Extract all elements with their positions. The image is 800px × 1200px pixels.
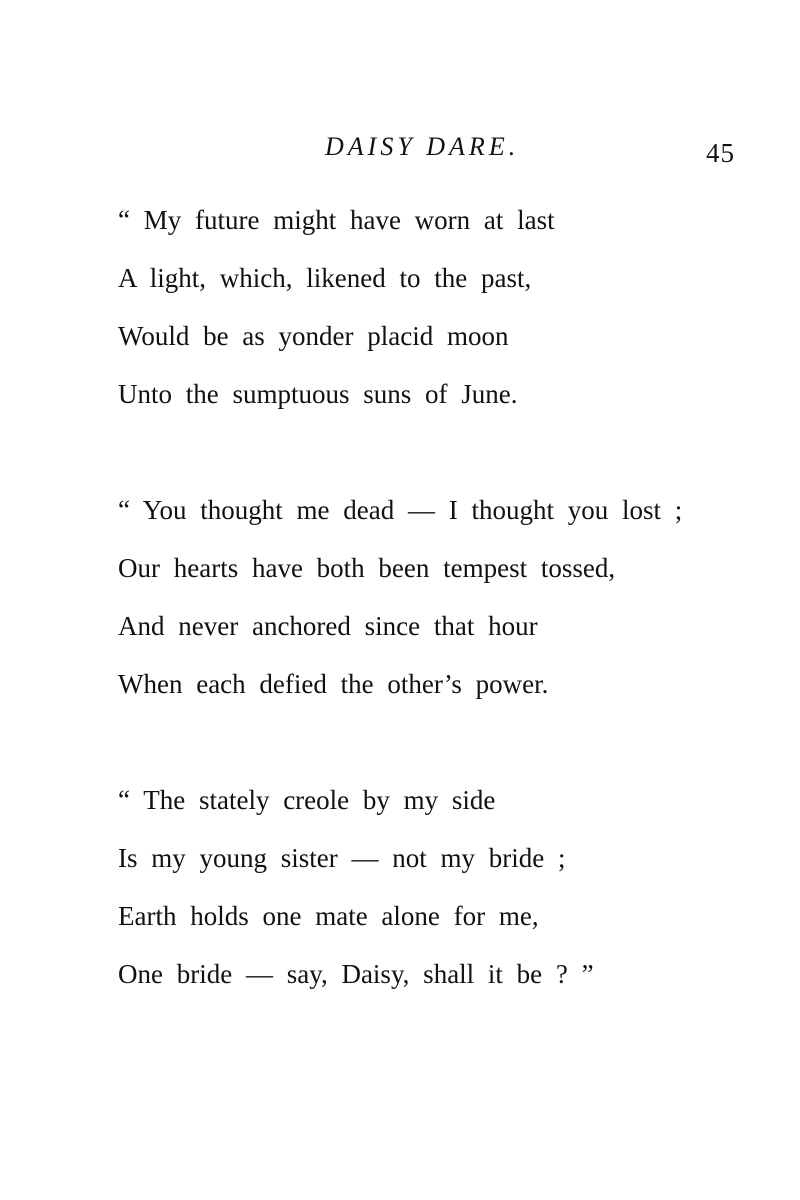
verse-line: Our hearts have both been tempest tossed, <box>118 553 616 583</box>
verse-line: Would be as yonder placid moon <box>118 321 509 351</box>
page-number: 45 <box>706 138 735 168</box>
verse-line: One bride — say, Daisy, shall it be ? ” <box>118 959 594 989</box>
page-header <box>0 132 800 172</box>
verse-line: And never anchored since that hour <box>118 611 538 641</box>
stanza-3 <box>118 778 758 1010</box>
verse-line: Is my young sister — not my bride ; <box>118 843 566 873</box>
verse-line: When each defied the other’s power. <box>118 669 549 699</box>
stanza-1 <box>118 198 758 430</box>
running-title: DAISY DARE. <box>325 132 520 161</box>
stanza-2 <box>118 488 758 720</box>
verse-line: A light, which, likened to the past, <box>118 263 532 293</box>
verse-line: Earth holds one mate alone for me, <box>118 901 539 931</box>
verse-line: Unto the sumptuous suns of June. <box>118 379 518 409</box>
verse-line: “ The stately creole by my side <box>118 785 496 815</box>
verse-line: “ My future might have worn at last <box>118 205 555 235</box>
verse-line: “ You thought me dead — I thought you lost ; <box>118 495 683 525</box>
